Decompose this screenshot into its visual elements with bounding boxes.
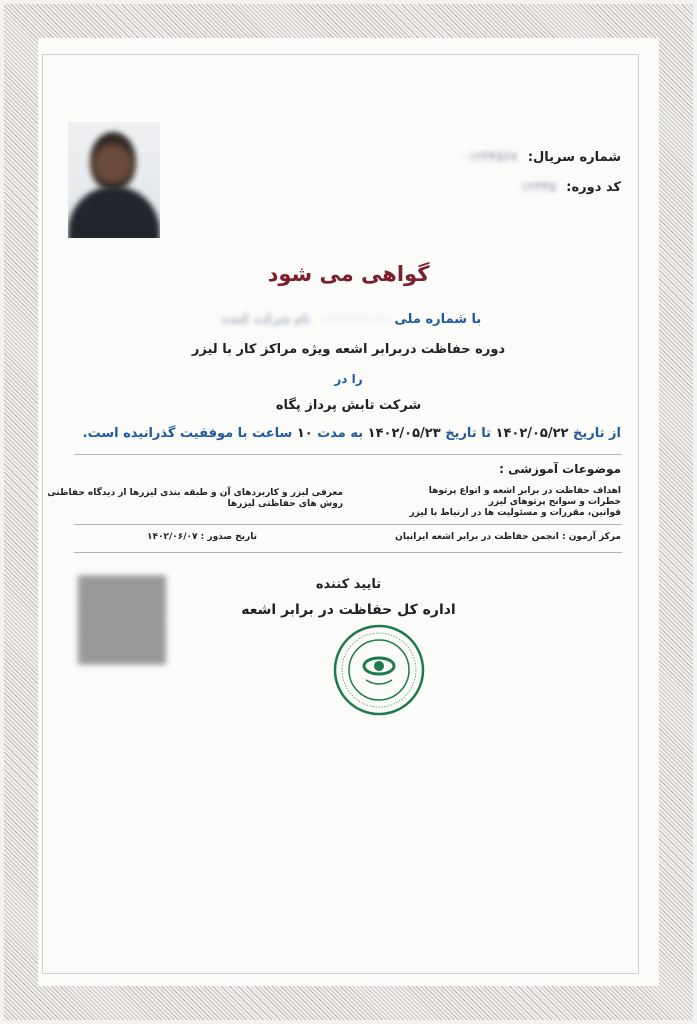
- to-date-label: تا تاریخ: [445, 426, 491, 441]
- duration-value: ۱۰: [296, 426, 313, 441]
- topic-item: قوانین، مقررات و مسئولیت ها در ارتباط با لیزر: [409, 508, 621, 518]
- official-seal-icon: [333, 624, 425, 716]
- divider: [74, 454, 622, 455]
- to-date-value: ۱۴۰۲/۰۵/۲۳: [367, 426, 441, 441]
- topic-item: اهداف حفاظت در برابر اشعه و انواع پرتوها: [428, 486, 621, 496]
- topics-heading: موضوعات آموزشی :: [499, 462, 621, 476]
- from-date-value: ۱۴۰۲/۰۵/۲۲: [495, 426, 569, 441]
- from-date-label: از تاریخ: [573, 426, 621, 441]
- course-code-value: ۱۲۳۴۵: [520, 180, 556, 195]
- topic-item: خطرات و سوانح پرتوهای لیزر: [488, 497, 621, 507]
- issue-date: تاریخ صدور : ۱۴۰۲/۰۶/۰۷: [146, 532, 257, 542]
- course-code-label: کد دوره:: [566, 180, 621, 195]
- holder-line: [0, 312, 697, 327]
- divider: [74, 552, 622, 553]
- ra-dar-text: را در: [334, 372, 363, 386]
- national-id-label: با شماره ملی: [394, 312, 482, 327]
- duration-label: به مدت: [317, 426, 364, 441]
- exam-center: مرکز آزمون : انجمن حفاظت در برابر اشعه ایرانیان: [395, 532, 621, 542]
- national-id-value: ۰۰۰۰۰۰۰۰۰۰: [320, 312, 391, 327]
- topic-item: روش های حفاظتی لیزرها: [227, 499, 343, 509]
- course-code-row: [521, 180, 621, 195]
- holder-photo: [68, 122, 160, 238]
- serial-number-value: ۰۱۲۳۴۵۶۷: [461, 150, 518, 165]
- divider: [74, 524, 622, 525]
- company-name: شرکت تابش پرداز پگاه: [275, 398, 422, 413]
- approver-label: تایید کننده: [315, 577, 382, 592]
- approver-organization: اداره کل حفاظت در برابر اشعه: [241, 602, 456, 618]
- completion-text: ساعت با موفقیت گذرانیده است.: [82, 426, 293, 441]
- holder-name: نام شرکت کننده: [221, 312, 311, 327]
- serial-number-row: [461, 150, 621, 165]
- topics-right-column: [410, 486, 622, 519]
- certificate-title: گواهی می شود: [267, 262, 430, 286]
- date-range-line: [83, 426, 621, 441]
- topics-left-column: [47, 488, 343, 510]
- serial-number-label: شماره سریال:: [527, 150, 621, 165]
- course-name: دوره حفاظت دربرابر اشعه ویژه مراکز کار با لیزر: [191, 342, 506, 357]
- topic-item: معرفی لیزر و کاربردهای آن و طبقه بندی لیزرها از دیدگاه حفاظتی: [47, 488, 343, 498]
